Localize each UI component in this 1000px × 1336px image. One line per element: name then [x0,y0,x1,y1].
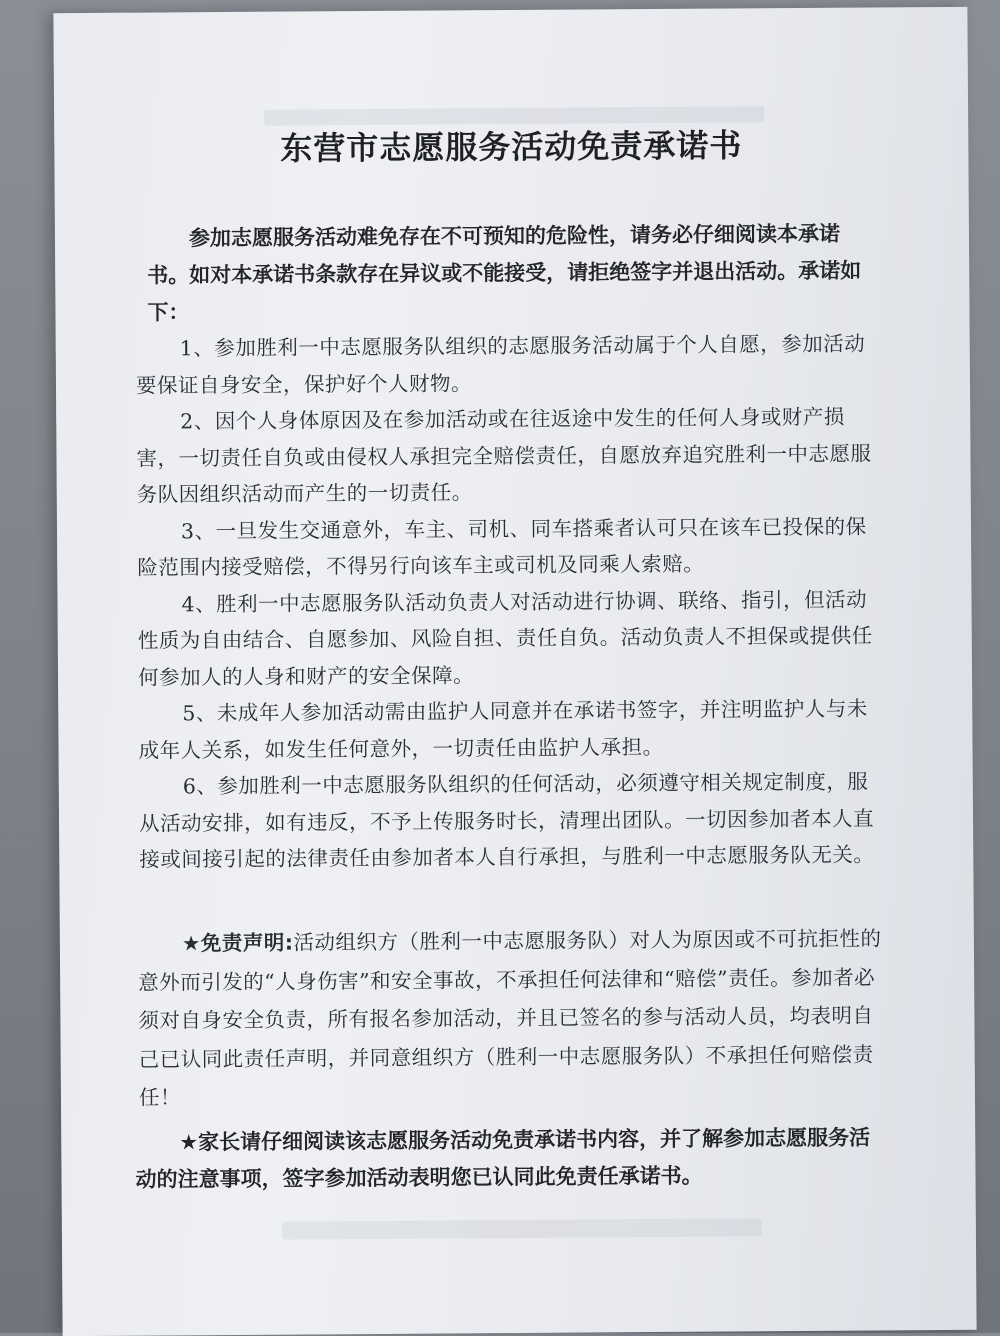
commitment-item-6: 6、参加胜利一中志愿服务队组织的任何活动，必须遵守相关规定制度，服从活动安排，如有违反，不予上传服务时长，清理出团队。一切因参加者本人直接或间接引起的法律责任由参加者本人自行承担，与胜利一中志愿服务队无关。 [138,769,875,872]
disclaimer-paragraph [138,919,885,1117]
commitment-item-3: 3、一旦发生交通意外，车主、司机、同车搭乘者认可只在该车已投保的保险范围内接受赔偿，不得另行向该车主或司机及同乘人索赔。 [137,514,867,580]
disclaimer-label: ★免责声明: [181,930,294,956]
parent-notice: ★家长请仔细阅读该志愿服务活动免责承诺书内容，并了解参加志愿服务活动的注意事项，签字参加活动表明您已认同此免责任承诺书。 [135,1125,871,1192]
commitment-item-5: 5、未成年人参加活动需由监护人同意并在承诺书签字，并注明监护人与未成年人关系，如发生任何意外，一切责任由监护人承担。 [138,696,868,763]
commitment-list [136,325,884,878]
document-paper [53,7,976,1336]
document-title: 东营市志愿服务活动免责承诺书 [280,126,743,168]
commitment-item-4: 4、胜利一中志愿服务队活动负责人对活动进行协调、联络、指引，但活动性质为自由结合、自愿参加、风险自担、责任自负。活动负责人不担保或提供任何参加人的人身和财产的安全保障。 [137,587,873,690]
commitment-item-2: 2、因个人身体原因及在参加活动或在往返途中发生的任何人身或财产损害，一切责任自负或由侵权人承担完全赔偿责任，自愿放弃追究胜利一中志愿服务队因组织活动而产生的一切责任。 [136,404,872,507]
commitment-item-1: 1、参加胜利一中志愿服务队组织的志愿服务活动属于个人自愿，参加活动要保证自身安全，保护好个人财物。 [135,331,866,398]
intro-paragraph: 参加志愿服务活动难免存在不可预知的危险性，请务必仔细阅读本承诺书。如对本承诺书条款存在异议或不能接受，请拒绝签字并退出活动。承诺如下： [147,221,862,325]
show-through-text [282,1218,762,1239]
disclaimer-text: 活动组织方（胜利一中志愿服务队）对人为原因或不可抗拒性的意外而引发的“人身伤害”和安全事故，不承担任何法律和“赔偿”责任。参加者必须对自身安全负责，所有报名参加活动，并且已签名的参与活动人员，均表明自己已认同此责任声明，并同意组织方（胜利一中志愿服务队）不承担任何赔偿责任！ [138,926,882,1110]
